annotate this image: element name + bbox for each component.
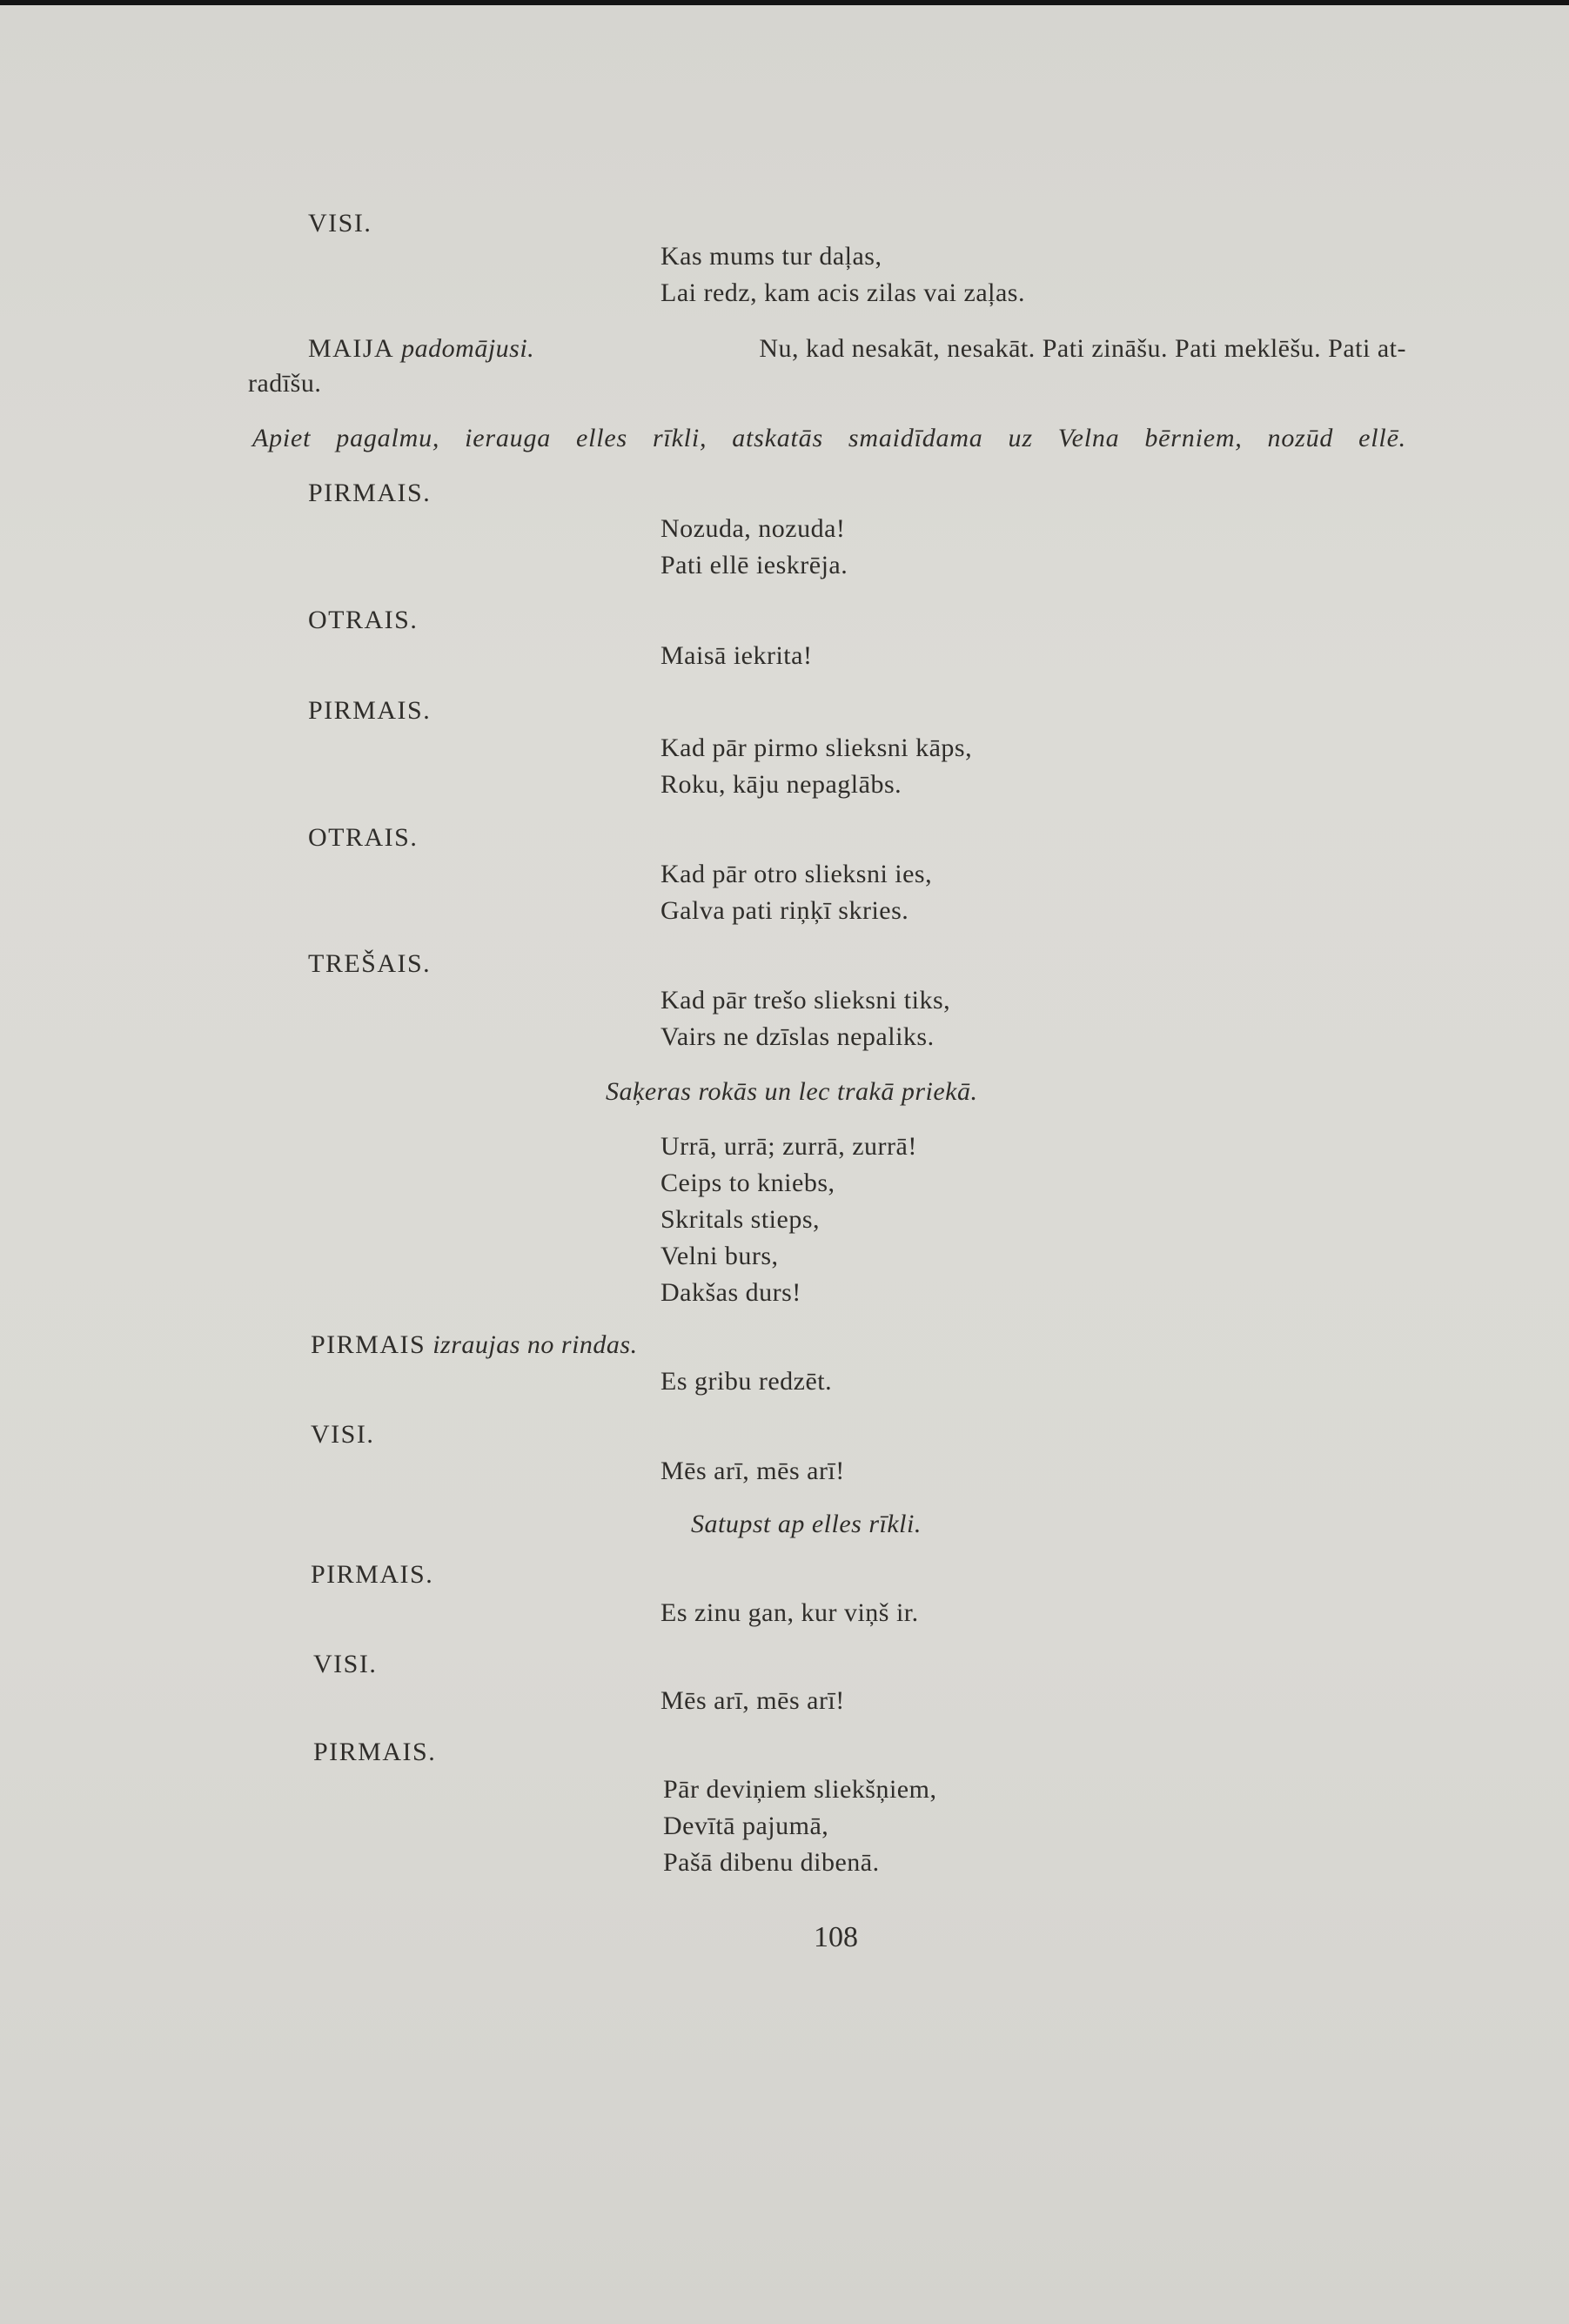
verse-line: Vairs ne dzīslas nepaliks. — [660, 1022, 935, 1051]
speaker-label: MAIJA — [308, 334, 395, 363]
stage-direction: Apiet pagalmu, ierauga elles rīkli, atskatās smaidīdama uz Velna bērniem, nozūd ellē. — [252, 424, 1406, 452]
verse-line: Es gribu redzēt. — [660, 1367, 833, 1396]
stage-direction: Saķeras rokās un lec trakā priekā. — [606, 1077, 978, 1106]
speech-text: Nu, kad nesakāt, nesakāt. Pati zināšu. Pati meklēšu. Pati at- — [759, 334, 1406, 363]
speaker-label: OTRAIS. — [308, 606, 419, 634]
verse-line: Galva pati riņķī skries. — [660, 896, 909, 925]
verse-line: Urrā, urrā; zurrā, zurrā! — [660, 1132, 917, 1161]
verse-line: Roku, kāju nepaglābs. — [660, 770, 902, 799]
verse-line: Velni burs, — [660, 1242, 779, 1270]
stage-direction: Satupst ap elles rīkli. — [691, 1510, 922, 1538]
speaker-label: PIRMAIS. — [308, 696, 432, 725]
speaker-label: VISI. — [308, 209, 372, 238]
verse-line: Kad pār pirmo slieksni kāps, — [660, 733, 973, 762]
stage-direction: padomājusi. — [401, 334, 535, 363]
speaker-label: PIRMAIS. — [311, 1560, 434, 1589]
verse-line: Lai redz, kam acis zilas vai zaļas. — [660, 278, 1025, 307]
verse-line: Ceips to kniebs, — [660, 1169, 835, 1197]
speaker-label: PIRMAIS. — [308, 479, 432, 507]
speaker-label: TREŠAIS. — [308, 949, 432, 978]
page-number: 108 — [814, 1921, 858, 1953]
verse-line: Mēs arī, mēs arī! — [660, 1457, 845, 1485]
speaker-label: OTRAIS. — [308, 823, 419, 852]
verse-line: Kad pār trešo slieksni tiks, — [660, 986, 951, 1015]
speech-line: radīšu. — [248, 369, 322, 398]
speech-line — [308, 336, 1406, 362]
verse-line: Nozuda, nozuda! — [660, 514, 846, 543]
verse-line: Pati ellē ieskrēja. — [660, 551, 848, 579]
verse-line: Pār deviņiem sliekšņiem, — [663, 1775, 937, 1804]
speaker-line — [311, 1332, 638, 1358]
verse-line: Skritals stieps, — [660, 1205, 821, 1234]
verse-line: Dakšas durs! — [660, 1278, 801, 1307]
verse-line: Maisā iekrita! — [660, 641, 813, 670]
verse-line: Pašā dibenu dibenā. — [663, 1848, 880, 1877]
speaker-label: PIRMAIS. — [313, 1738, 437, 1766]
verse-line: Kad pār otro slieksni ies, — [660, 860, 933, 888]
verse-line: Mēs arī, mēs arī! — [660, 1686, 845, 1715]
verse-line: Es zinu gan, kur viņš ir. — [660, 1598, 919, 1627]
scan-edge — [0, 0, 1569, 5]
verse-line: Devītā pajumā, — [663, 1812, 829, 1840]
speaker-label: VISI. — [311, 1420, 375, 1449]
speaker-label: PIRMAIS — [311, 1330, 426, 1359]
verse-line: Kas mums tur daļas, — [660, 242, 882, 271]
speaker-label: VISI. — [313, 1650, 378, 1678]
stage-direction: izraujas no rindas. — [432, 1330, 638, 1359]
